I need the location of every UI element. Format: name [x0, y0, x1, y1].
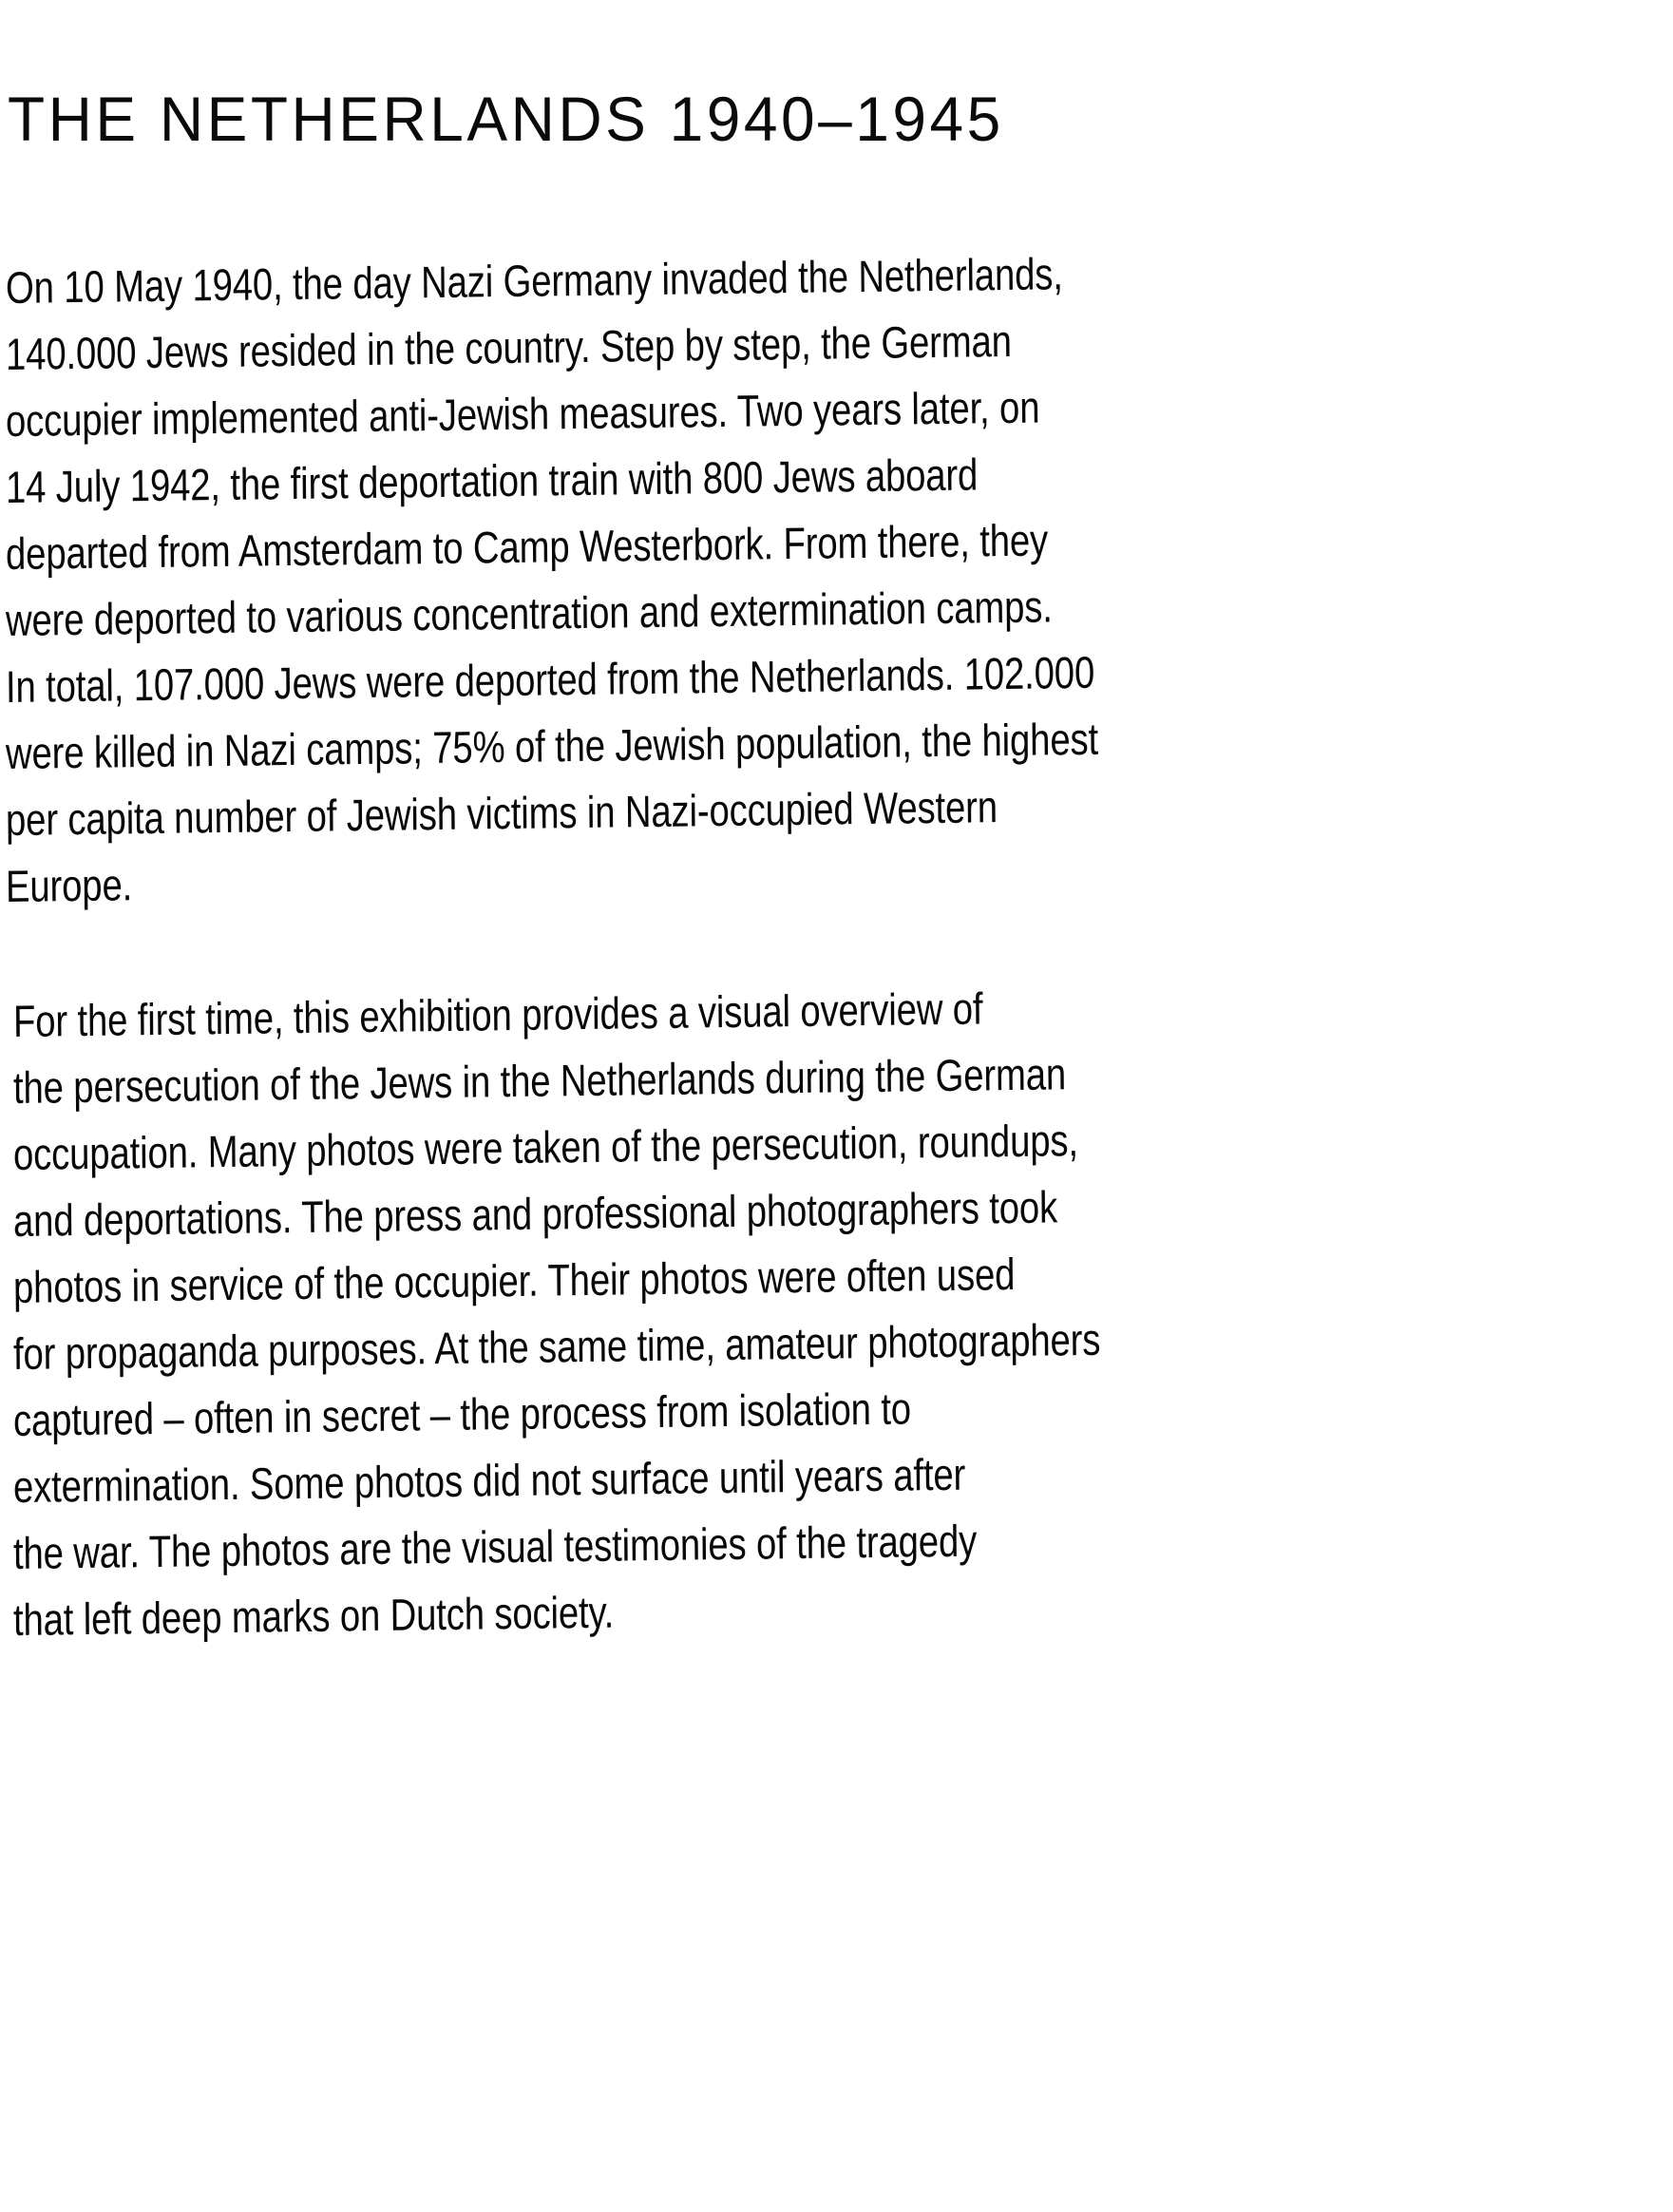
text-line: departed from Amsterdam to Camp Westerbork. From there, they — [5, 514, 1049, 579]
panel-body — [0, 248, 1673, 1653]
text-line: were deported to various concentration and extermination camps. — [5, 581, 1053, 645]
text-line: 140.000 Jews resided in the country. Step by step, the German — [5, 315, 1013, 379]
text-line: for propaganda purposes. At the same time, amateur photographers — [12, 1313, 1101, 1379]
text-line: captured – often in secret – the process from isolation to — [12, 1382, 912, 1445]
text-line: In total, 107.000 Jews were deported from the Netherlands. 102.000 — [5, 646, 1095, 712]
paragraph-exhibition-description — [0, 982, 1673, 1653]
text-line: and deportations. The press and professional photographers took — [12, 1181, 1058, 1246]
text-line: per capita number of Jewish victims in Nazi-occupied Western — [5, 781, 998, 845]
text-line: that left deep marks on Dutch society. — [12, 1586, 615, 1645]
text-line: occupier implemented anti-Jewish measures. Two years later, on — [5, 381, 1040, 446]
paragraph-intro-history — [0, 248, 1673, 920]
text-line: On 10 May 1940, the day Nazi Germany invaded the Netherlands, — [5, 248, 1063, 313]
text-line: extermination. Some photos did not surface until years after — [12, 1448, 966, 1512]
text-line: Europe. — [5, 859, 133, 911]
text-line: the war. The photos are the visual testimonies of the tragedy — [12, 1515, 978, 1578]
text-line: the persecution of the Jews in the Netherlands during the German — [12, 1048, 1067, 1113]
text-line: occupation. Many photos were taken of the persecution, roundups, — [12, 1115, 1079, 1179]
text-line: were killed in Nazi camps; 75% of the Jewish population, the highest — [5, 713, 1099, 778]
text-line: For the first time, this exhibition provides a visual overview of — [12, 982, 983, 1046]
text-line: photos in service of the occupier. Their photos were often used — [12, 1249, 1016, 1312]
text-line: 14 July 1942, the first deportation train with 800 Jews aboard — [5, 448, 979, 512]
page-title: THE NETHERLANDS 1940–1945 — [8, 84, 1004, 155]
